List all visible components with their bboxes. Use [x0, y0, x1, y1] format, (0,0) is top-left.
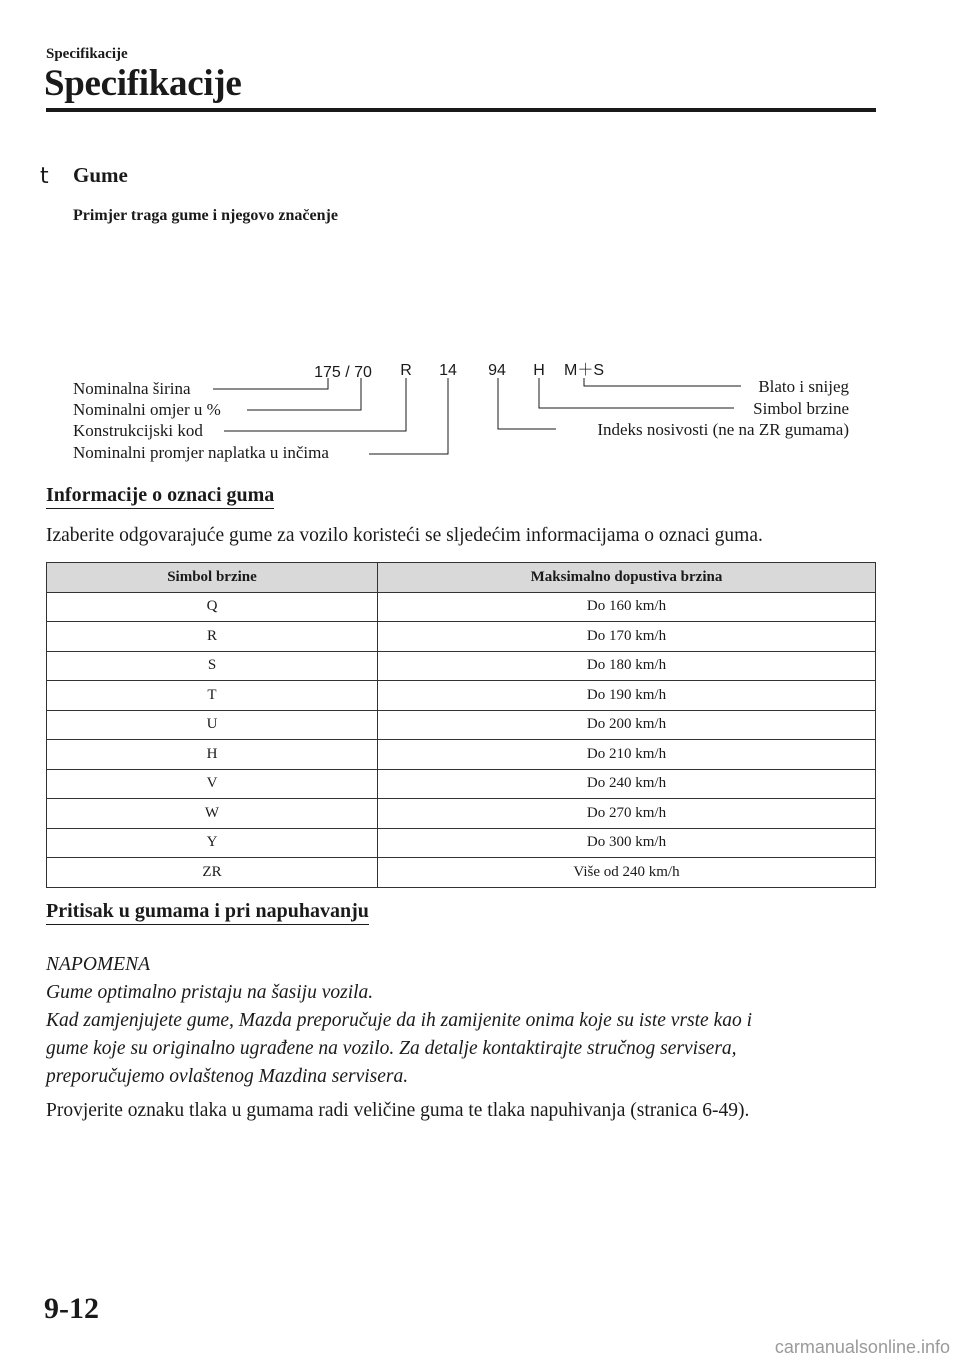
table-cell: W [47, 799, 378, 829]
label-nominal-width: Nominalna širina [73, 379, 191, 398]
table-row [47, 799, 876, 829]
table-row [47, 740, 876, 770]
leader-line-load [498, 378, 556, 429]
table-row [47, 622, 876, 652]
label-aspect-ratio: Nominalni omjer u % [73, 400, 221, 419]
table-row [47, 710, 876, 740]
table-cell: U [47, 710, 378, 740]
table-cell: Do 240 km/h [378, 769, 876, 799]
code-speed-symbol: H [533, 362, 545, 379]
leader-line-rim [369, 378, 448, 454]
table-cell: Do 180 km/h [378, 651, 876, 681]
table-row [47, 858, 876, 888]
label-construction-code: Konstrukcijski kod [73, 421, 203, 440]
note-line: Kad zamjenjujete gume, Mazda preporučuje da ih zamijenite onima koje su iste vrste kao i [46, 1010, 753, 1031]
column-header-speed-symbol: Simbol brzine [47, 563, 378, 593]
table-row [47, 592, 876, 622]
watermark: carmanualsonline.info [774, 1337, 950, 1357]
note-line: gume koje su originalno ugrađene na vozilo. Za detalje kontaktirajte stručnog servisera, [46, 1038, 737, 1059]
page-number: 9-12 [44, 1292, 99, 1325]
table-cell: V [47, 769, 378, 799]
note-title: NAPOMENA [46, 954, 150, 975]
diagram-caption: Primjer traga gume i njegovo značenje [73, 207, 338, 224]
table-cell: Do 170 km/h [378, 622, 876, 652]
table-cell: H [47, 740, 378, 770]
table-row [47, 769, 876, 799]
leader-line-width [213, 378, 328, 389]
table-cell: Do 160 km/h [378, 592, 876, 622]
note-block [46, 951, 886, 1091]
table-cell: Do 200 km/h [378, 710, 876, 740]
table-row [47, 651, 876, 681]
leader-line-mud-snow [584, 378, 741, 386]
column-header-max-speed: Maksimalno dopustiva brzina [378, 563, 876, 593]
info-paragraph: Izaberite odgovarajuće gume za vozilo koristeći se sljedećim informacijama o oznaci guma. [46, 525, 763, 546]
table-cell: Y [47, 828, 378, 858]
speed-symbol-table [46, 562, 876, 888]
code-construction: R [400, 362, 412, 379]
label-mud-snow: Blato i snijeg [758, 377, 849, 396]
code-load-index: 94 [488, 362, 506, 379]
label-rim-diameter: Nominalni promjer naplatka u inčima [73, 443, 329, 462]
leader-line-speed [539, 378, 734, 408]
table-row [47, 828, 876, 858]
leader-line-ratio [247, 378, 361, 410]
table-row [47, 681, 876, 711]
table-cell: ZR [47, 858, 378, 888]
table-cell: Do 270 km/h [378, 799, 876, 829]
label-speed-symbol: Simbol brzine [753, 399, 849, 418]
section-bullet-icon: t [40, 164, 49, 189]
page-title: Specifikacije [44, 63, 242, 104]
table-cell: Do 190 km/h [378, 681, 876, 711]
note-line: preporučujemo ovlaštenog Mazdina servisera. [46, 1066, 409, 1087]
table-header-row [47, 563, 876, 593]
table-cell: Do 210 km/h [378, 740, 876, 770]
note-line: Gume optimalno pristaju na šasiju vozila. [46, 982, 374, 1003]
leader-line-construction [224, 378, 406, 431]
pressure-heading: Pritisak u gumama i pri napuhavanju [46, 900, 369, 925]
label-load-index: Indeks nosivosti (ne na ZR gumama) [597, 420, 849, 439]
section-title: Gume [73, 163, 128, 187]
tire-code-diagram [0, 350, 960, 470]
code-mud-snow: M＋S [563, 362, 605, 379]
table-cell: T [47, 681, 378, 711]
info-heading: Informacije o oznaci guma [46, 484, 274, 509]
running-header: Specifikacije [46, 46, 128, 62]
code-width-ratio: 175 / 70 [314, 364, 372, 381]
table-cell: Više od 240 km/h [378, 858, 876, 888]
closing-paragraph: Provjerite oznaku tlaka u gumama radi veličine guma te tlaka napuhivanja (stranica 6-49). [46, 1100, 750, 1121]
header-divider [46, 108, 876, 112]
table-cell: S [47, 651, 378, 681]
table-cell: Do 300 km/h [378, 828, 876, 858]
code-rim: 14 [439, 362, 457, 379]
table-cell: R [47, 622, 378, 652]
table-cell: Q [47, 592, 378, 622]
